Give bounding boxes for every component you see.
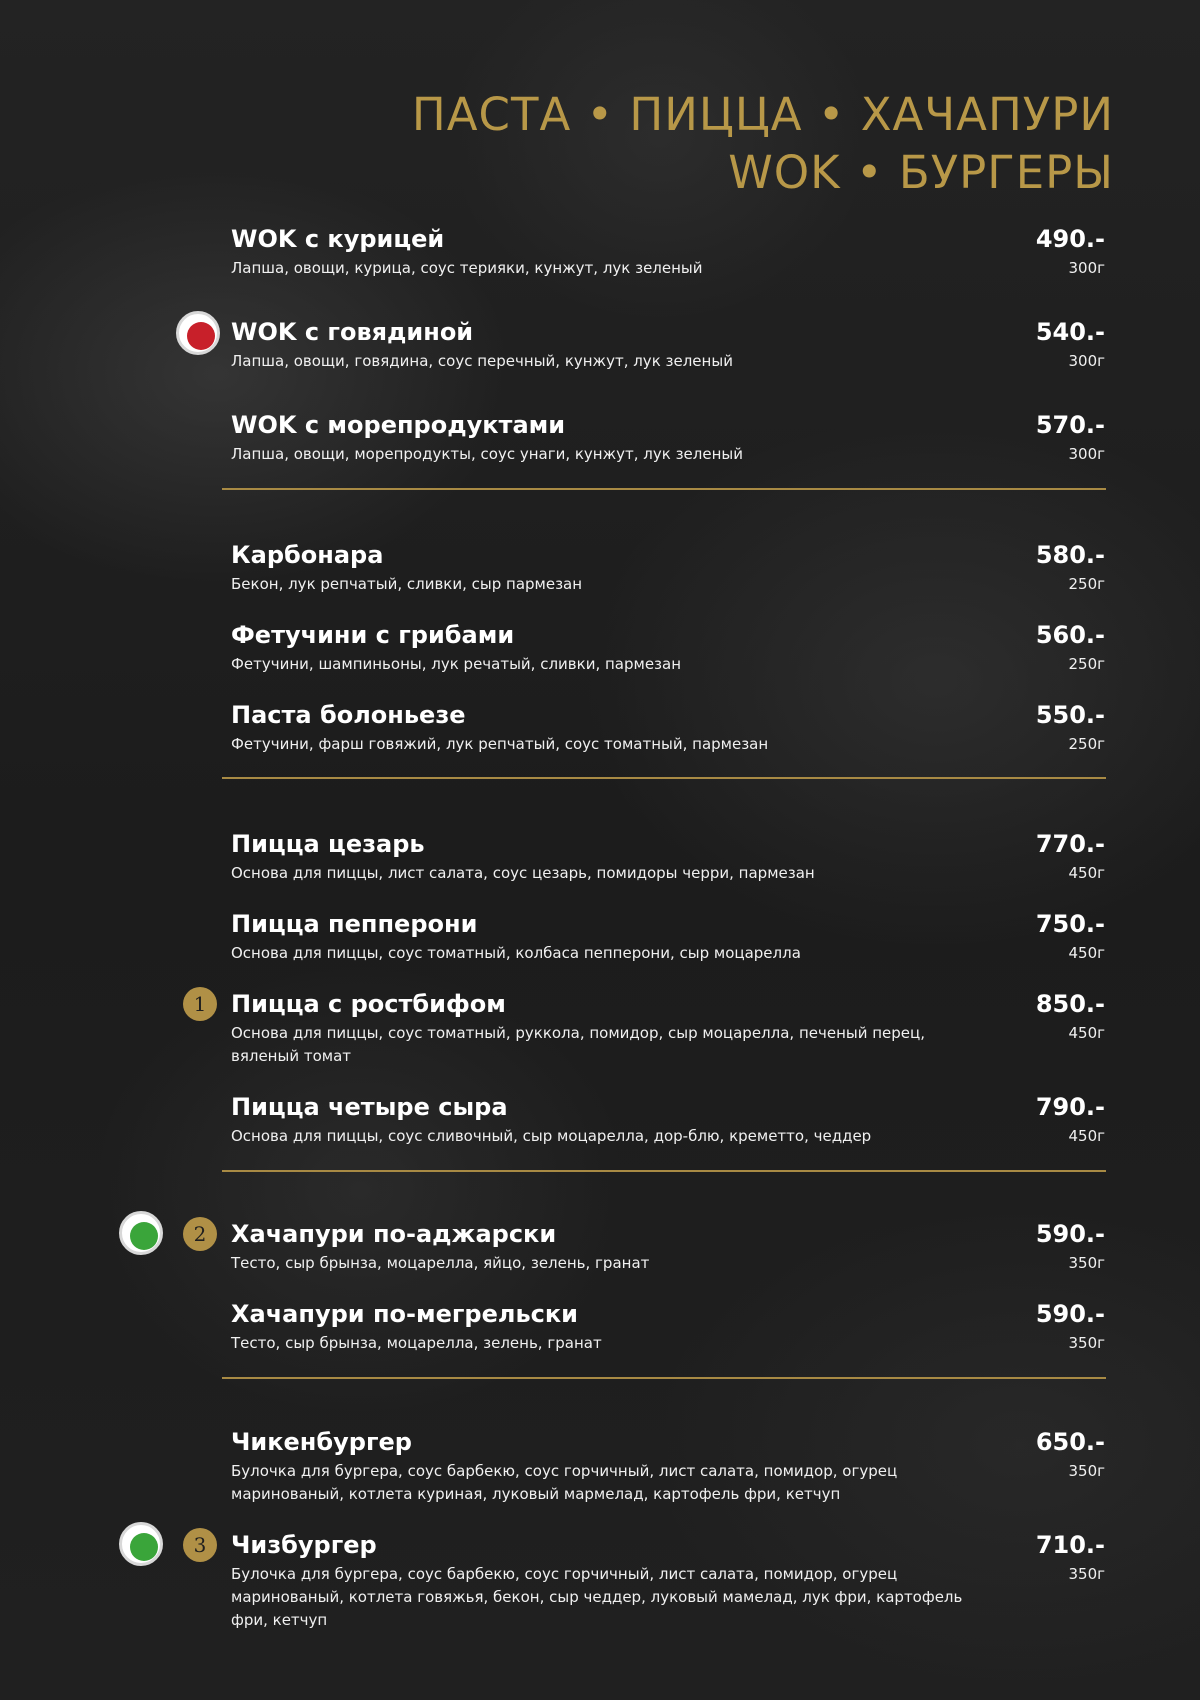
thumbs-up-icon: [119, 1211, 163, 1255]
menu-item: [231, 698, 1115, 756]
item-price: 590.-: [1035, 1300, 1105, 1328]
item-price: 850.-: [1035, 990, 1105, 1018]
item-name: Пицца с ростбифом: [231, 990, 506, 1018]
menu-group-pasta: [231, 538, 1115, 756]
item-description: Основа для пиццы, лист салата, соус цезарь, помидоры черри, пармезан: [231, 864, 815, 882]
item-price: 790.-: [1035, 1093, 1105, 1121]
item-weight: 350г: [1068, 1254, 1105, 1272]
item-weight: 450г: [1068, 944, 1105, 962]
menu-list: [193, 222, 1115, 1632]
rank-badge: 3: [183, 1528, 217, 1562]
section-divider: [222, 1377, 1106, 1379]
menu-item: [231, 1297, 1115, 1355]
item-weight: 250г: [1068, 575, 1105, 593]
item-name: Хачапури по-аджарски: [231, 1220, 557, 1248]
section-divider: [222, 777, 1106, 779]
menu-item: [231, 222, 1115, 280]
item-name: Пицца четыре сыра: [231, 1093, 508, 1121]
item-description: Бекон, лук репчатый, сливки, сыр пармезан: [231, 575, 583, 593]
menu-item: [193, 1217, 1115, 1275]
item-description: Фетучини, фарш говяжий, лук репчатый, соус томатный, пармезан: [231, 735, 769, 753]
menu-item: [231, 618, 1115, 676]
item-price: 650.-: [1035, 1428, 1105, 1456]
item-weight: 350г: [1068, 1462, 1105, 1480]
item-name: WOK с морепродуктами: [231, 411, 566, 439]
item-weight: 350г: [1068, 1334, 1105, 1352]
item-price: 570.-: [1035, 411, 1105, 439]
item-weight: 300г: [1068, 259, 1105, 277]
menu-item: [231, 827, 1115, 885]
item-name: WOK с говядиной: [231, 318, 474, 346]
item-weight: 450г: [1068, 1127, 1105, 1145]
section-divider: [222, 488, 1106, 490]
item-description: Основа для пиццы, соус томатный, колбаса пепперони, сыр моцарелла: [231, 944, 801, 962]
item-description: Тесто, сыр брынза, моцарелла, зелень, гранат: [231, 1334, 602, 1352]
menu-item: [193, 987, 1115, 1068]
item-price: 590.-: [1035, 1220, 1105, 1248]
item-weight: 450г: [1068, 864, 1105, 882]
menu-item: [231, 315, 1115, 373]
section-divider: [222, 1170, 1106, 1172]
item-name: Фетучини с грибами: [231, 621, 515, 649]
item-price: 490.-: [1035, 225, 1105, 253]
menu-group-burgers: [193, 1425, 1115, 1632]
item-price: 550.-: [1035, 701, 1105, 729]
item-weight: 450г: [1068, 1024, 1105, 1042]
item-price: 710.-: [1035, 1531, 1105, 1559]
item-weight: 250г: [1068, 655, 1105, 673]
item-name: Карбонара: [231, 541, 384, 569]
item-description: Лапша, овощи, курица, соус терияки, кунжут, лук зеленый: [231, 259, 703, 277]
menu-group-pizza: [193, 827, 1115, 1148]
item-price: 770.-: [1035, 830, 1105, 858]
item-price: 560.-: [1035, 621, 1105, 649]
rank-badge: 1: [183, 987, 217, 1021]
chef-recommends-icon: [176, 311, 220, 355]
item-name: Чикенбургер: [231, 1428, 412, 1456]
item-price: 540.-: [1035, 318, 1105, 346]
item-name: Пицца цезарь: [231, 830, 425, 858]
item-weight: 300г: [1068, 445, 1105, 463]
menu-item: [193, 1528, 1115, 1632]
item-name: Паста болоньезе: [231, 701, 466, 729]
menu-group-khachapuri: [193, 1217, 1115, 1355]
item-price: 750.-: [1035, 910, 1105, 938]
menu-group-wok: [231, 222, 1115, 466]
menu-item: [231, 1090, 1115, 1148]
item-weight: 350г: [1068, 1565, 1105, 1583]
menu-item: [231, 907, 1115, 965]
item-description: Булочка для бургера, соус барбекю, соус горчичный, лист салата, помидор, огурец маринованый, котлета говяжья, бекон, сыр чеддер, луковый мамелад, лук фри, картофель фри, кетчуп: [231, 1565, 963, 1629]
item-weight: 250г: [1068, 735, 1105, 753]
item-name: WOK с курицей: [231, 225, 445, 253]
menu-item: [231, 408, 1115, 466]
item-name: Хачапури по-мегрельски: [231, 1300, 578, 1328]
item-description: Лапша, овощи, морепродукты, соус унаги, кунжут, лук зеленый: [231, 445, 743, 463]
menu-item: [231, 1425, 1115, 1506]
item-weight: 300г: [1068, 352, 1105, 370]
item-name: Пицца пепперони: [231, 910, 478, 938]
header-line-2: WOK • БУРГЕРЫ: [728, 146, 1114, 199]
thumbs-up-icon: [119, 1522, 163, 1566]
rank-badge: 2: [183, 1217, 217, 1251]
item-description: Основа для пиццы, соус томатный, руккола, помидор, сыр моцарелла, печеный перец, вяленый томат: [231, 1024, 926, 1065]
header-line-1: ПАСТА • ПИЦЦА • ХАЧАПУРИ: [411, 88, 1114, 141]
menu-header: [314, 86, 1114, 202]
item-description: Фетучини, шампиньоны, лук речатый, сливки, пармезан: [231, 655, 682, 673]
item-description: Основа для пиццы, соус сливочный, сыр моцарелла, дор-блю, креметто, чеддер: [231, 1127, 872, 1145]
item-price: 580.-: [1035, 541, 1105, 569]
item-description: Лапша, овощи, говядина, соус перечный, кунжут, лук зеленый: [231, 352, 733, 370]
menu-item: [231, 538, 1115, 596]
item-description: Булочка для бургера, соус барбекю, соус горчичный, лист салата, помидор, огурец маринованый, котлета куриная, луковый мармелад, картофель фри, кетчуп: [231, 1462, 898, 1503]
item-name: Чизбургер: [231, 1531, 377, 1559]
item-description: Тесто, сыр брынза, моцарелла, яйцо, зелень, гранат: [231, 1254, 650, 1272]
